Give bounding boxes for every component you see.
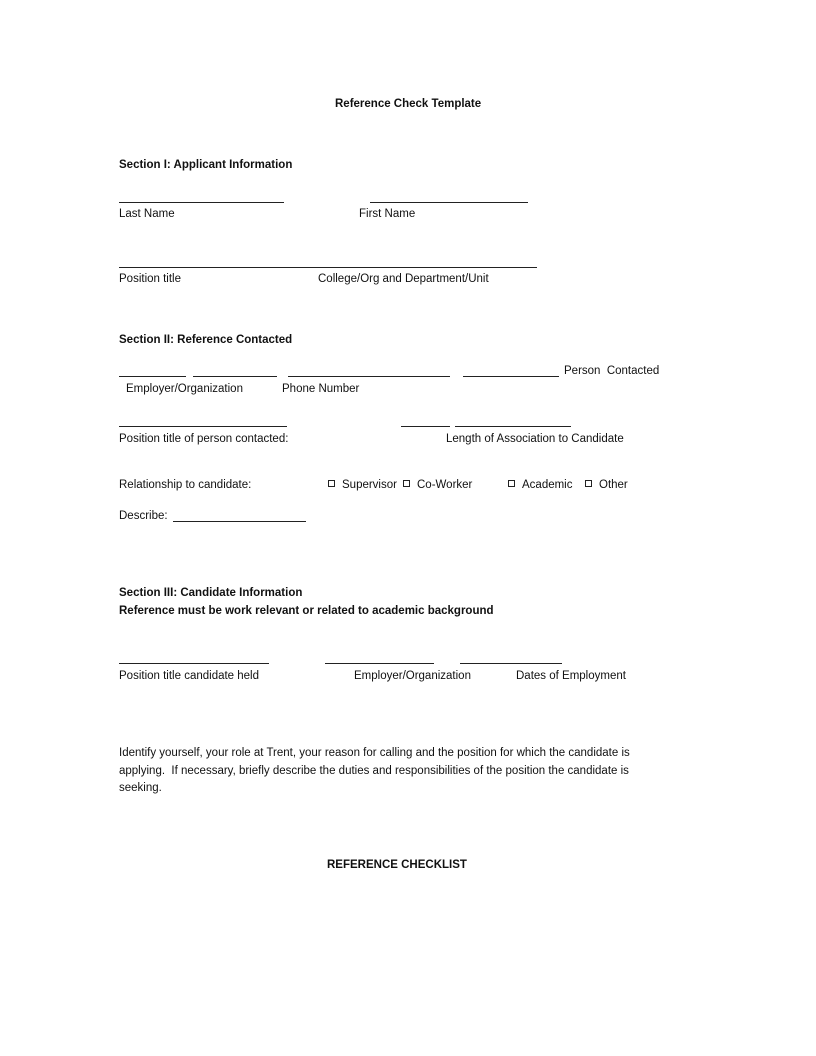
length-association-label: Length of Association to Candidate [446, 433, 624, 445]
checkbox-icon[interactable] [328, 480, 335, 487]
employer-organization-label: Employer/Organization [126, 383, 243, 395]
relationship-option-label: Academic [522, 479, 573, 491]
relationship-option-label: Co-Worker [417, 479, 473, 491]
document-title: Reference Check Template [335, 98, 482, 110]
relationship-option-academic[interactable] [508, 478, 573, 492]
section-1-heading: Section I: Applicant Information [119, 159, 293, 171]
describe-label: Describe: [119, 510, 168, 522]
position-held-field[interactable] [119, 663, 269, 664]
relationship-option-other[interactable] [585, 478, 628, 492]
relationship-label: Relationship to candidate: [119, 479, 252, 491]
candidate-employer-label: Employer/Organization [354, 670, 471, 682]
instructions-line-2: applying. If necessary, briefly describe the duties and responsibilities of the position the candidate is [119, 765, 629, 777]
section-3-subheading: Reference must be work relevant or related to academic background [119, 605, 494, 617]
position-title-contacted-field[interactable] [119, 426, 287, 427]
checkbox-icon[interactable] [585, 480, 592, 487]
instructions-line-1: Identify yourself, your role at Trent, your reason for calling and the position for which the candidate is [119, 747, 630, 759]
dates-employment-label: Dates of Employment [516, 670, 626, 682]
relationship-option-coworker[interactable] [403, 478, 472, 492]
position-college-field[interactable] [119, 267, 537, 268]
position-held-label: Position title candidate held [119, 670, 260, 682]
length-association-field-1[interactable] [401, 426, 450, 427]
dates-employment-field[interactable] [460, 663, 562, 664]
position-title-label: Position title [119, 273, 182, 285]
checkbox-icon[interactable] [403, 480, 410, 487]
section-3-heading: Section III: Candidate Information [119, 587, 303, 599]
last-name-label: Last Name [119, 208, 175, 220]
relationship-option-label: Other [599, 479, 628, 491]
candidate-employer-field[interactable] [325, 663, 434, 664]
relationship-option-supervisor[interactable] [328, 478, 397, 492]
reference-checklist-heading: REFERENCE CHECKLIST [327, 859, 467, 871]
first-name-field[interactable] [370, 202, 528, 203]
employer-organization-field[interactable] [288, 376, 450, 377]
checkbox-icon[interactable] [508, 480, 515, 487]
phone-number-label: Phone Number [282, 383, 360, 395]
reference-name-field-1[interactable] [119, 376, 186, 377]
last-name-field[interactable] [119, 202, 284, 203]
instructions-line-3: seeking. [119, 782, 162, 794]
phone-number-field[interactable] [463, 376, 559, 377]
section-2-heading: Section II: Reference Contacted [119, 334, 293, 346]
college-department-label: College/Org and Department/Unit [318, 273, 489, 285]
reference-name-field-2[interactable] [193, 376, 277, 377]
length-association-field-2[interactable] [455, 426, 571, 427]
first-name-label: First Name [359, 208, 416, 220]
person-contacted-label: Person Contacted [564, 365, 660, 377]
position-title-contacted-label: Position title of person contacted: [119, 433, 289, 445]
relationship-option-label: Supervisor [342, 479, 397, 491]
describe-field[interactable] [173, 521, 306, 522]
